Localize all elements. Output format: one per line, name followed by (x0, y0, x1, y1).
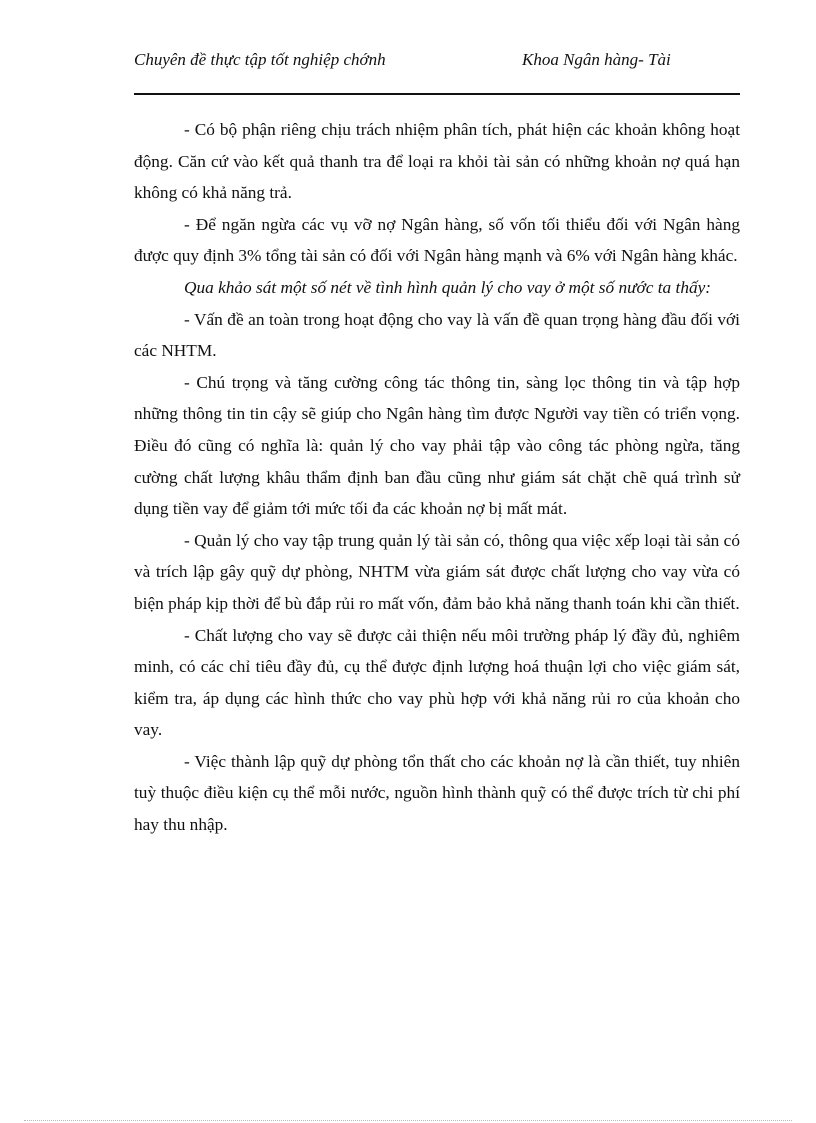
paragraph-non-performing-loans: - Có bộ phận riêng chịu trách nhiệm phân tích, phát hiện các khoản không hoạt động. Căn cứ vào kết quả thanh tra để loại ra khỏi tài sản có những khoản nợ quá hạn không có khả năng trả. (134, 120, 740, 203)
footer-divider (24, 1120, 792, 1121)
paragraph-information-work: - Chú trọng và tăng cường công tác thông tin, sàng lọc thông tin và tập hợp những thông tin tin cậy sẽ giúp cho Ngân hàng tìm được Người vay tiền có triển vọng. Điều đó cũng có nghĩa là: quản lý cho vay phải tập vào công tác phòng ngừa, tăng cường chất lượng khâu thẩm định ban đầu cũng như giám sát chặt chẽ quá trình sử dụng tiền vay để giảm tới mức tối đa các khoản nợ bị mất mát. (134, 372, 740, 519)
paragraph-loss-provision: - Việc thành lập quỹ dự phòng tổn thất cho các khoản nợ là cần thiết, tuy nhiên tuỳ thuộc điều kiện cụ thể mỗi nước, nguồn hình thành quỹ có thể được trích từ chi phí hay thu nhập. (134, 751, 740, 835)
header-faculty-title: Khoa Ngân hàng- Tài (522, 50, 671, 69)
page-header (134, 50, 740, 94)
paragraph-legal-environment: - Chất lượng cho vay sẽ được cải thiện nếu môi trường pháp lý đầy đủ, nghiêm minh, có các chỉ tiêu đầy đủ, cụ thể được định lượng hoá thuận lợi cho việc giám sát, kiểm tra, áp dụng các hình thức cho vay phù hợp với khả năng rủi ro của khoản cho vay. (134, 625, 740, 740)
paragraph-minimum-capital: - Để ngăn ngừa các vụ vỡ nợ Ngân hàng, số vốn tối thiểu đối với Ngân hàng được quy định 3% tổng tài sản có đối với Ngân hàng mạnh và 6% với Ngân hàng khác. (134, 214, 740, 266)
paragraph-lending-safety: - Vấn đề an toàn trong hoạt động cho vay là vấn đề quan trọng hàng đầu đối với các NHTM. (134, 309, 740, 361)
header-divider (134, 93, 740, 95)
paragraph-asset-management: - Quản lý cho vay tập trung quản lý tài sản có, thông qua việc xếp loại tài sản có và trích lập gây quỹ dự phòng, NHTM vừa giám sát được chất lượng cho vay vừa có biện pháp kịp thời để bù đắp rủi ro mất vốn, đảm bảo khả năng thanh toán khi cần thiết. (134, 530, 740, 613)
header-document-title: Chuyên đề thực tập tốt nghiệp chớnh (134, 50, 386, 69)
document-body (134, 114, 740, 841)
paragraph-survey-conclusion: Qua khảo sát một số nét về tình hình quản lý cho vay ở một số nước ta thấy: (184, 277, 712, 297)
